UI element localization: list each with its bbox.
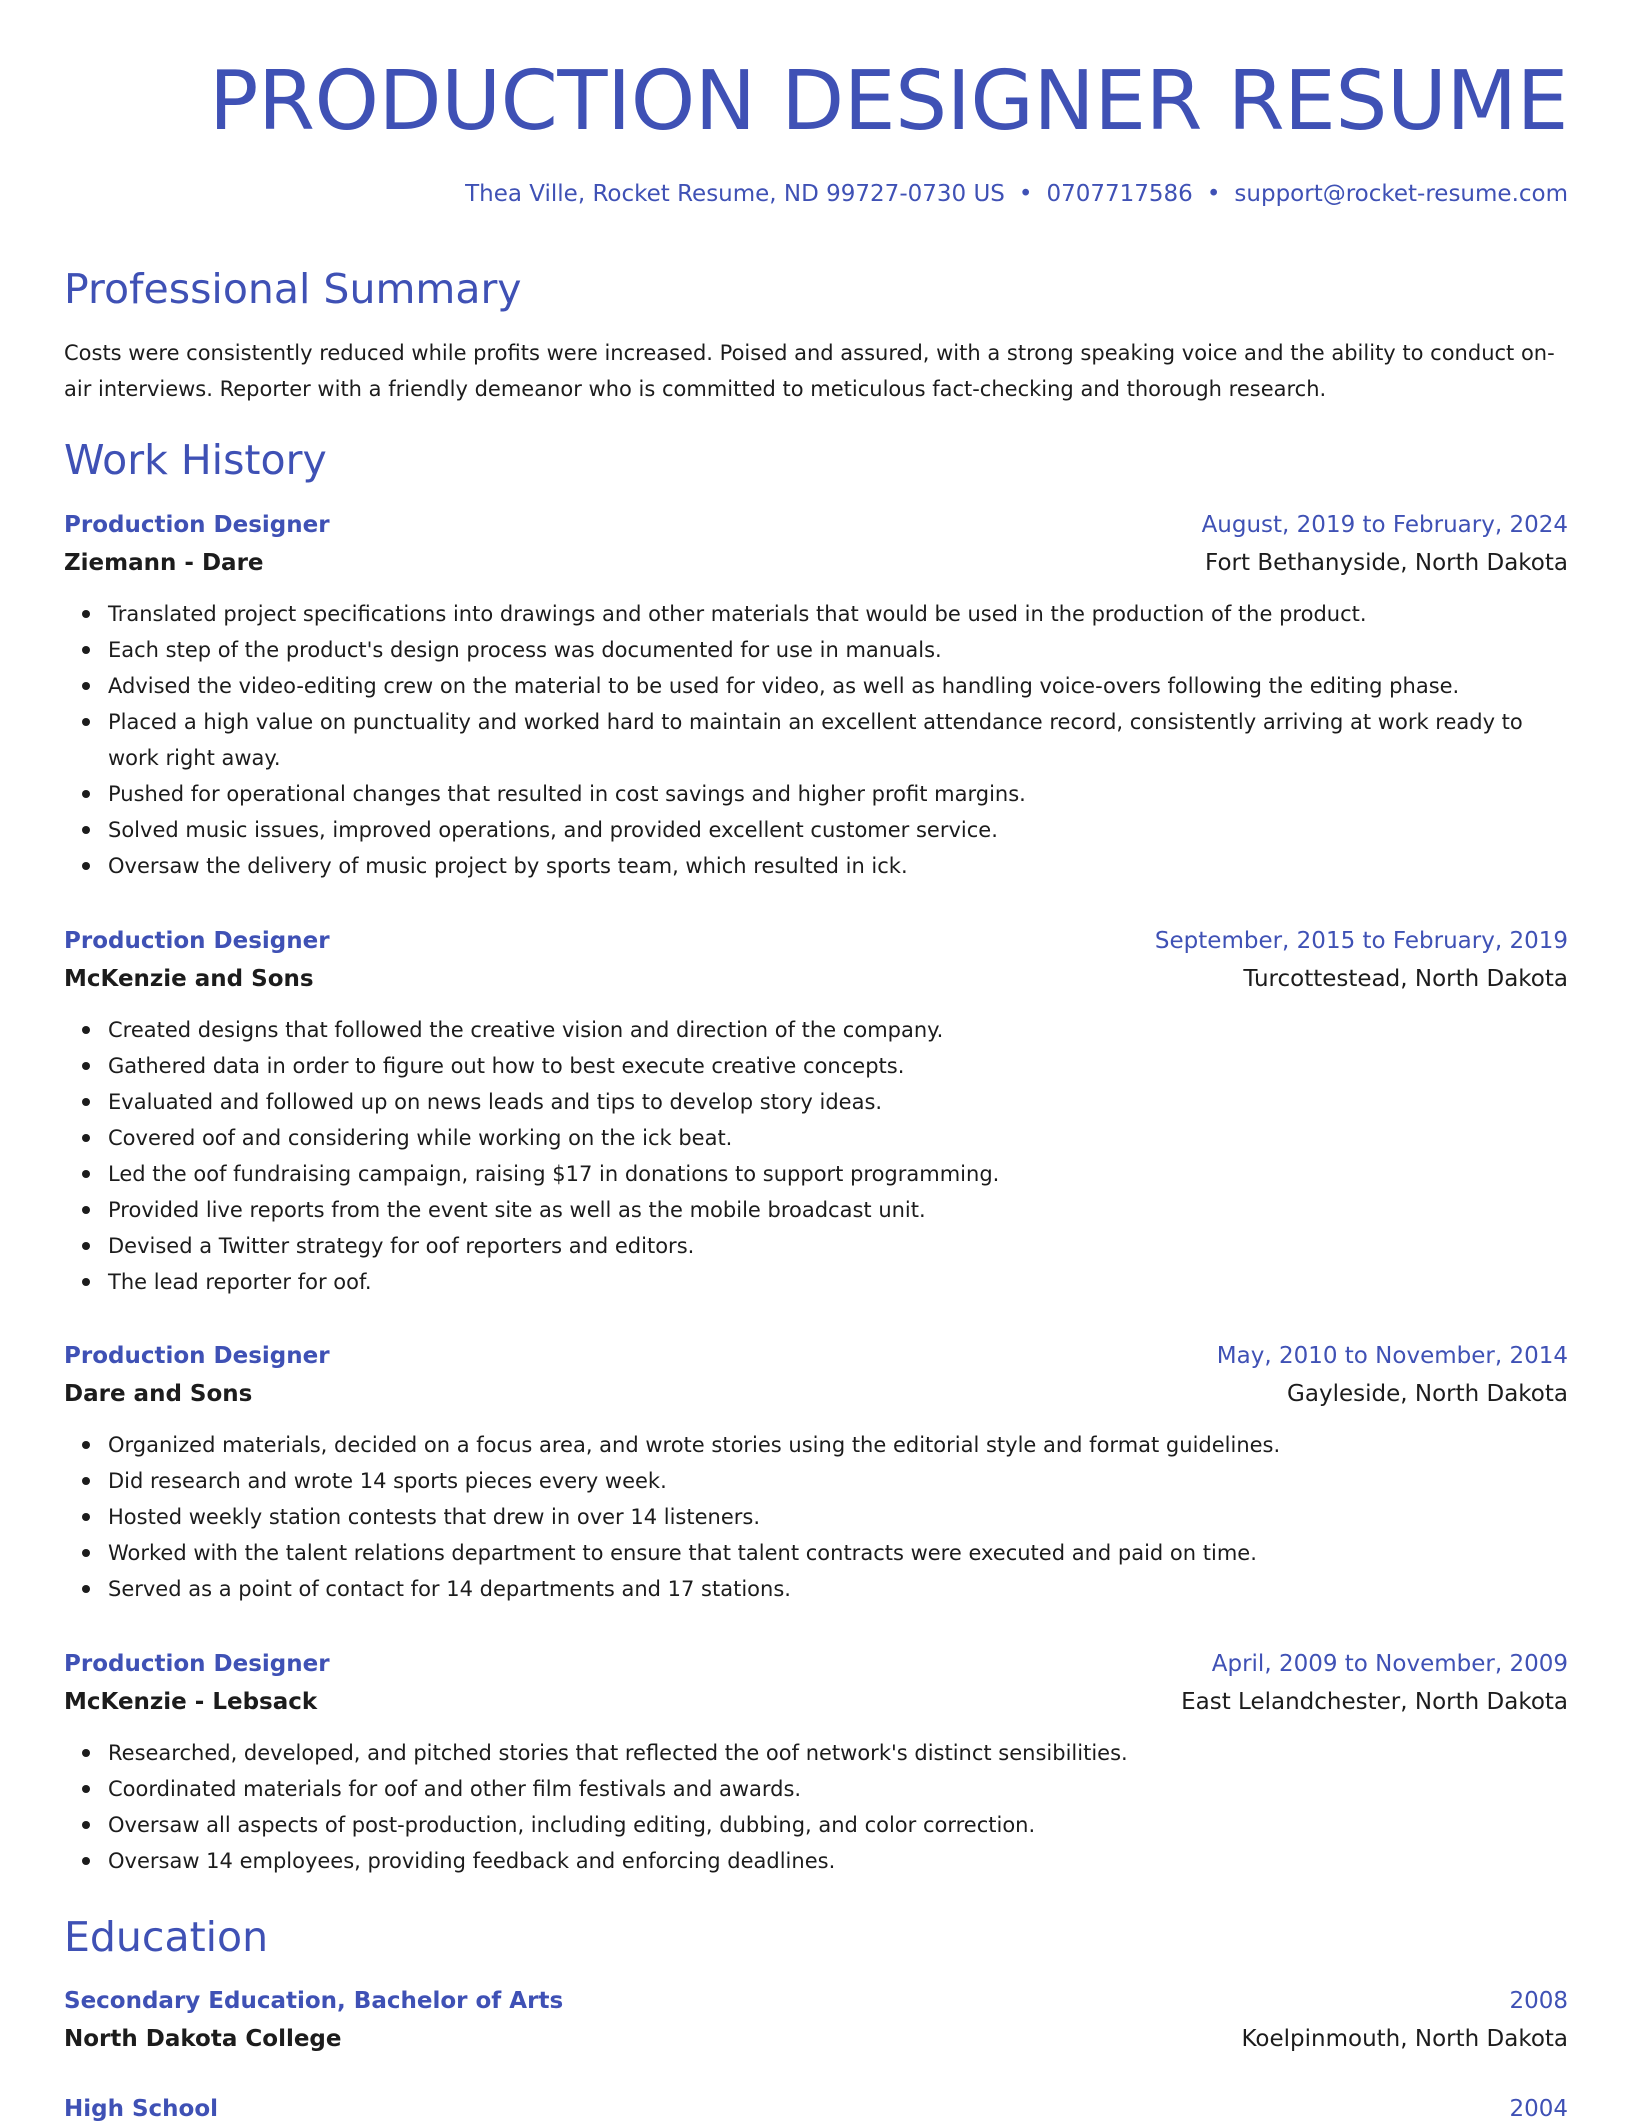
contact-phone: 0707717586 [1046, 181, 1193, 207]
job-location: Turcottestead, North Dakota [1243, 966, 1568, 992]
job-title: Production Designer [64, 512, 330, 538]
contact-line [209, 179, 1568, 209]
summary-heading: Professional Summary [64, 265, 522, 313]
resume-header [209, 52, 1568, 209]
job-entry [64, 1645, 1568, 1879]
education-year: 2008 [1509, 1988, 1568, 2014]
job-bullet: Translated project specifications into drawings and other materials that would be used in the production of the product. [108, 596, 1568, 632]
job-company: McKenzie - Lebsack [64, 1689, 318, 1715]
contact-address: Thea Ville, Rocket Resume, ND 99727-0730 US [465, 181, 1005, 207]
job-dates: April, 2009 to November, 2009 [1211, 1651, 1568, 1677]
job-bullets [64, 1012, 1568, 1300]
education-year: 2004 [1509, 2096, 1568, 2122]
contact-separator: • [1206, 181, 1221, 207]
job-entry [64, 506, 1568, 884]
job-bullet: Advised the video-editing crew on the material to be used for video, as well as handling voice-overs following the editing phase. [108, 668, 1568, 704]
job-bullet: Created designs that followed the creative vision and direction of the company. [108, 1012, 1568, 1048]
job-company: Dare and Sons [64, 1381, 253, 1407]
resume-title: PRODUCTION DESIGNER RESUME [209, 54, 1568, 149]
education-entry [64, 1982, 1568, 2058]
job-title: Production Designer [64, 1343, 330, 1369]
job-bullet: Researched, developed, and pitched stories that reflected the oof network's distinct sensibilities. [108, 1735, 1568, 1771]
job-bullet: Hosted weekly station contests that drew in over 14 listeners. [108, 1499, 1568, 1535]
job-title: Production Designer [64, 1651, 330, 1677]
job-bullet: The lead reporter for oof. [108, 1264, 1568, 1300]
job-bullet: Worked with the talent relations department to ensure that talent contracts were executed and paid on time. [108, 1535, 1568, 1571]
job-bullet: Oversaw the delivery of music project by sports team, which resulted in ick. [108, 848, 1568, 884]
job-bullet: Covered oof and considering while working on the ick beat. [108, 1120, 1568, 1156]
job-bullet: Evaluated and followed up on news leads and tips to develop story ideas. [108, 1084, 1568, 1120]
job-dates: August, 2019 to February, 2024 [1201, 512, 1568, 538]
job-entry [64, 1337, 1568, 1607]
job-bullet: Solved music issues, improved operations, and provided excellent customer service. [108, 812, 1568, 848]
contact-separator: • [1018, 181, 1033, 207]
job-bullet: Each step of the product's design process was documented for use in manuals. [108, 632, 1568, 668]
job-bullet: Placed a high value on punctuality and worked hard to maintain an excellent attendance record, consistently arriving at work ready to work right away. [108, 704, 1568, 776]
job-bullet: Pushed for operational changes that resulted in cost savings and higher profit margins. [108, 776, 1568, 812]
job-bullet: Organized materials, decided on a focus area, and wrote stories using the editorial style and format guidelines. [108, 1427, 1568, 1463]
job-bullet: Led the oof fundraising campaign, raising $17 in donations to support programming. [108, 1156, 1568, 1192]
education-heading: Education [64, 1913, 269, 1961]
job-bullet: Coordinated materials for oof and other film festivals and awards. [108, 1771, 1568, 1807]
education-entry [64, 2090, 1568, 2128]
job-bullets [64, 1427, 1568, 1607]
education-degree: High School [64, 2096, 219, 2122]
job-location: East Lelandchester, North Dakota [1181, 1689, 1568, 1715]
job-entry [64, 922, 1568, 1300]
job-title: Production Designer [64, 928, 330, 954]
work-history-heading: Work History [64, 436, 327, 484]
job-bullet: Oversaw 14 employees, providing feedback and enforcing deadlines. [108, 1843, 1568, 1879]
job-bullets [64, 1735, 1568, 1879]
education-school: North Dakota College [64, 2026, 342, 2052]
job-location: Fort Bethanyside, North Dakota [1205, 550, 1568, 576]
job-dates: May, 2010 to November, 2014 [1216, 1343, 1568, 1369]
job-location: Gayleside, North Dakota [1287, 1381, 1568, 1407]
job-bullet: Devised a Twitter strategy for oof reporters and editors. [108, 1228, 1568, 1264]
education-degree: Secondary Education, Bachelor of Arts [64, 1988, 564, 2014]
job-company: Ziemann - Dare [64, 550, 264, 576]
education-location: Koelpinmouth, North Dakota [1241, 2026, 1568, 2052]
job-bullet: Gathered data in order to figure out how to best execute creative concepts. [108, 1048, 1568, 1084]
job-bullet: Oversaw all aspects of post-production, including editing, dubbing, and color correction. [108, 1807, 1568, 1843]
job-company: McKenzie and Sons [64, 966, 314, 992]
contact-email[interactable]: support@rocket-resume.com [1234, 181, 1568, 207]
job-bullet: Did research and wrote 14 sports pieces every week. [108, 1463, 1568, 1499]
job-bullets [64, 596, 1568, 884]
job-bullet: Served as a point of contact for 14 departments and 17 stations. [108, 1571, 1568, 1607]
summary-text: Costs were consistently reduced while profits were increased. Poised and assured, with a strong speaking voice and the ability to conduct on-air interviews. Reporter with a friendly demeanor who is committed to meticulous fact-checking and thorough research. [64, 341, 1555, 401]
job-dates: September, 2015 to February, 2019 [1154, 928, 1568, 954]
job-bullet: Provided live reports from the event site as well as the mobile broadcast unit. [108, 1192, 1568, 1228]
